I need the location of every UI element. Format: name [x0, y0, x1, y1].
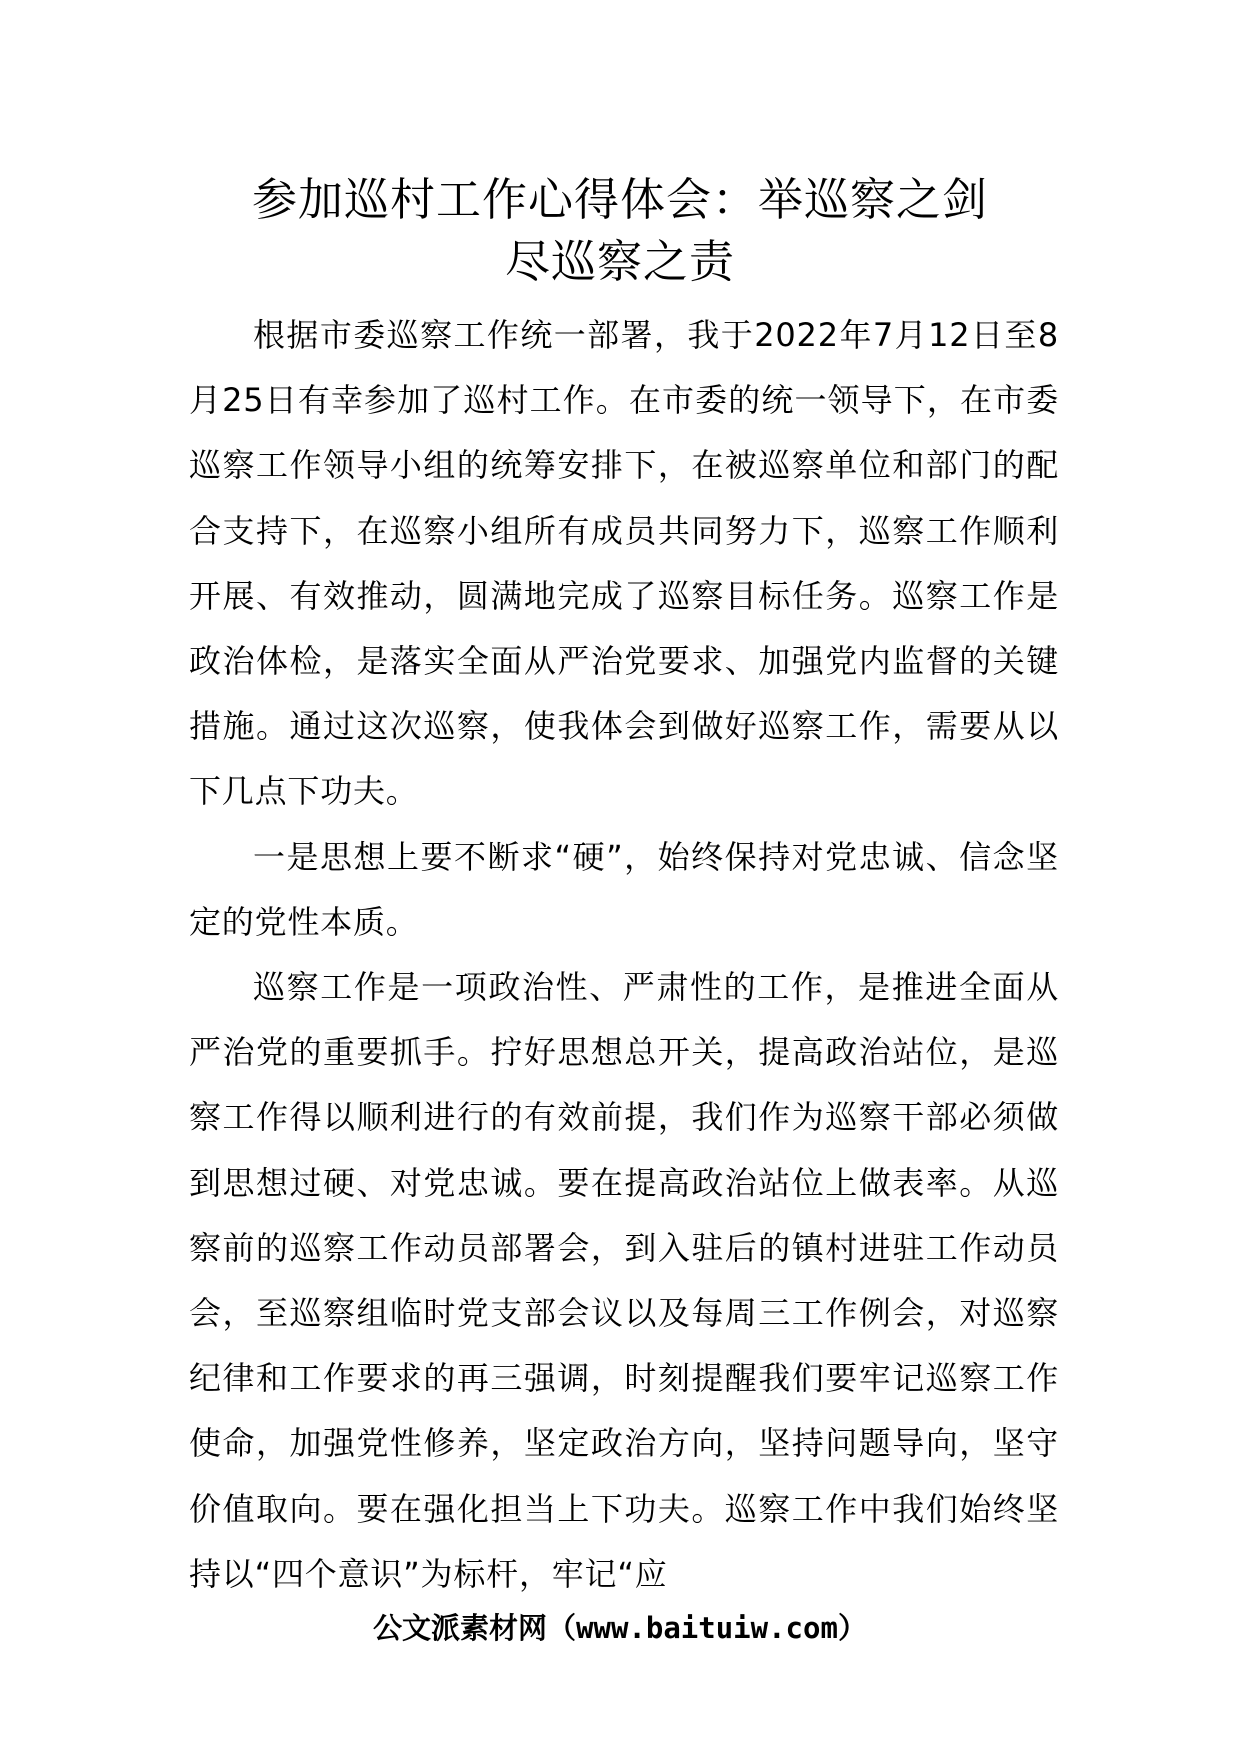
source-footer: 公文派素材网（www.baituiw.com） [373, 1611, 867, 1645]
paragraph-point-one-body: 巡察工作是一项政治性、严肃性的工作，是推进全面从严治党的重要抓手。拧好思想总开关，提高政治站位，是巡察工作得以顺利进行的有效前提，我们作为巡察干部必须做到思想过硬、对党忠诚。要在提高政治站位上做表率。从巡察前的巡察工作动员部署会，到入驻后的镇村进驻工作动员会，至巡察组临时党支部会议以及每周三工作例会，对巡察纪律和工作要求的再三强调，时刻提醒我们要牢记巡察工作使命，加强党性修养，坚定政治方向，坚持问题导向，坚守价值取向。要在强化担当上下功夫。巡察工作中我们始终坚持以“四个意识”为标杆，牢记“应 [189, 968, 1059, 1593]
document-title-line2: 尽巡察之责 [504, 235, 735, 288]
paragraph-intro: 根据市委巡察工作统一部署，我于2022年7月12日至8月25日有幸参加了巡村工作。在市委的统一领导下，在市委巡察工作领导小组的统筹安排下，在被巡察单位和部门的配合支持下，在巡察小组所有成员共同努力下，巡察工作顺利开展、有效推动，圆满地完成了巡察目标任务。巡察工作是政治体检，是落实全面从严治党要求、加强党内监督的关键措施。通过这次巡察，使我体会到做好巡察工作，需要从以下几点下功夫。 [189, 316, 1059, 811]
paragraph-point-one-heading: 一是思想上要不断求“硬”，始终保持对党忠诚、信念坚定的党性本质。 [189, 837, 1059, 941]
document-title-line1: 参加巡村工作心得体会：举巡察之剑 [251, 173, 988, 226]
document-body [189, 303, 1059, 1607]
